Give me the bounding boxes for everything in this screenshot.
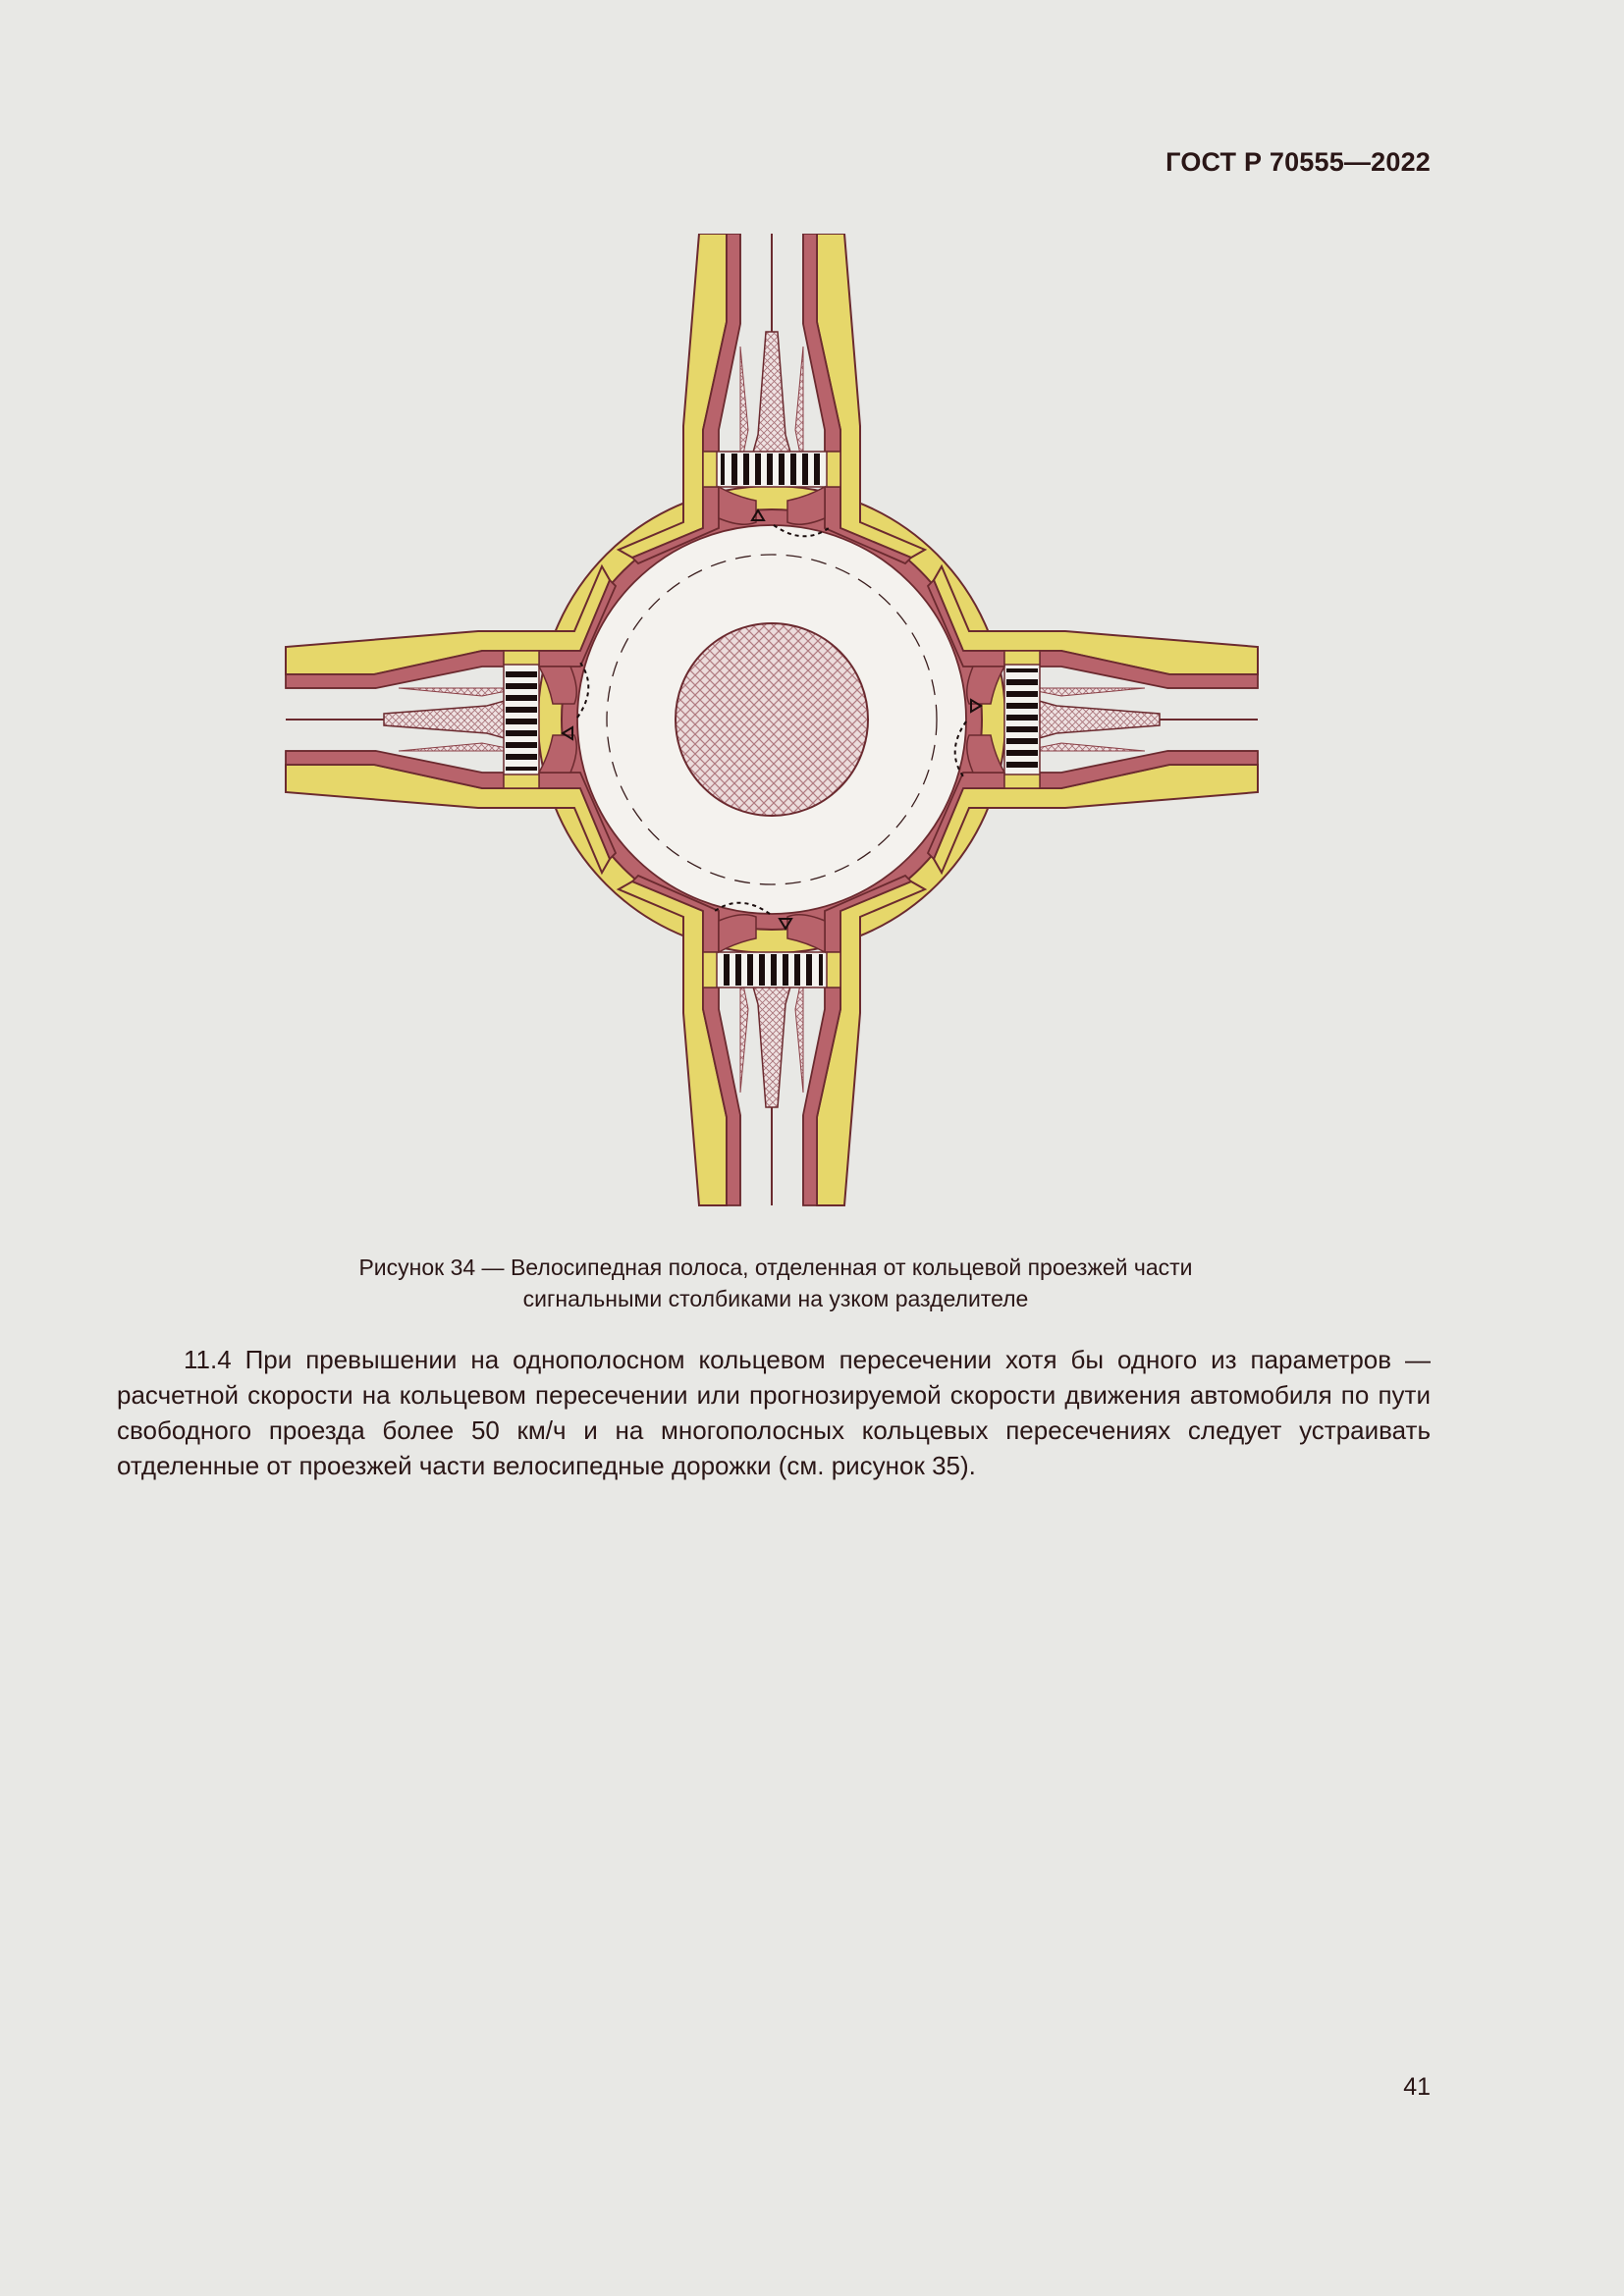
document-code-header: ГОСТ Р 70555—2022: [1165, 147, 1431, 177]
figure-roundabout-diagram: [283, 234, 1261, 1215]
page-number: 41: [1403, 2073, 1431, 2101]
figure-caption-line-1: Рисунок 34 — Велосипедная полоса, отделенная от кольцевой проезжей части: [358, 1255, 1193, 1280]
figure-caption: [196, 1252, 1355, 1314]
figure-caption-line-2: сигнальными столбиками на узком разделителе: [522, 1286, 1029, 1311]
central-island: [676, 623, 868, 816]
body-text: [117, 1342, 1431, 1483]
paragraph-11-4: 11.4 При превышении на однополосном кольцевом пересечении хотя бы одного из параметров — расчетной скорости на кольцевом пересечении или прогнозируемой скорости движения автомобиля по пути свободного проезда более 50 км/ч и на многополосных кольцевых пересечениях следует устраивать отделенные от проезжей части велосипедные дорожки (см. рисунок 35).: [117, 1345, 1431, 1480]
